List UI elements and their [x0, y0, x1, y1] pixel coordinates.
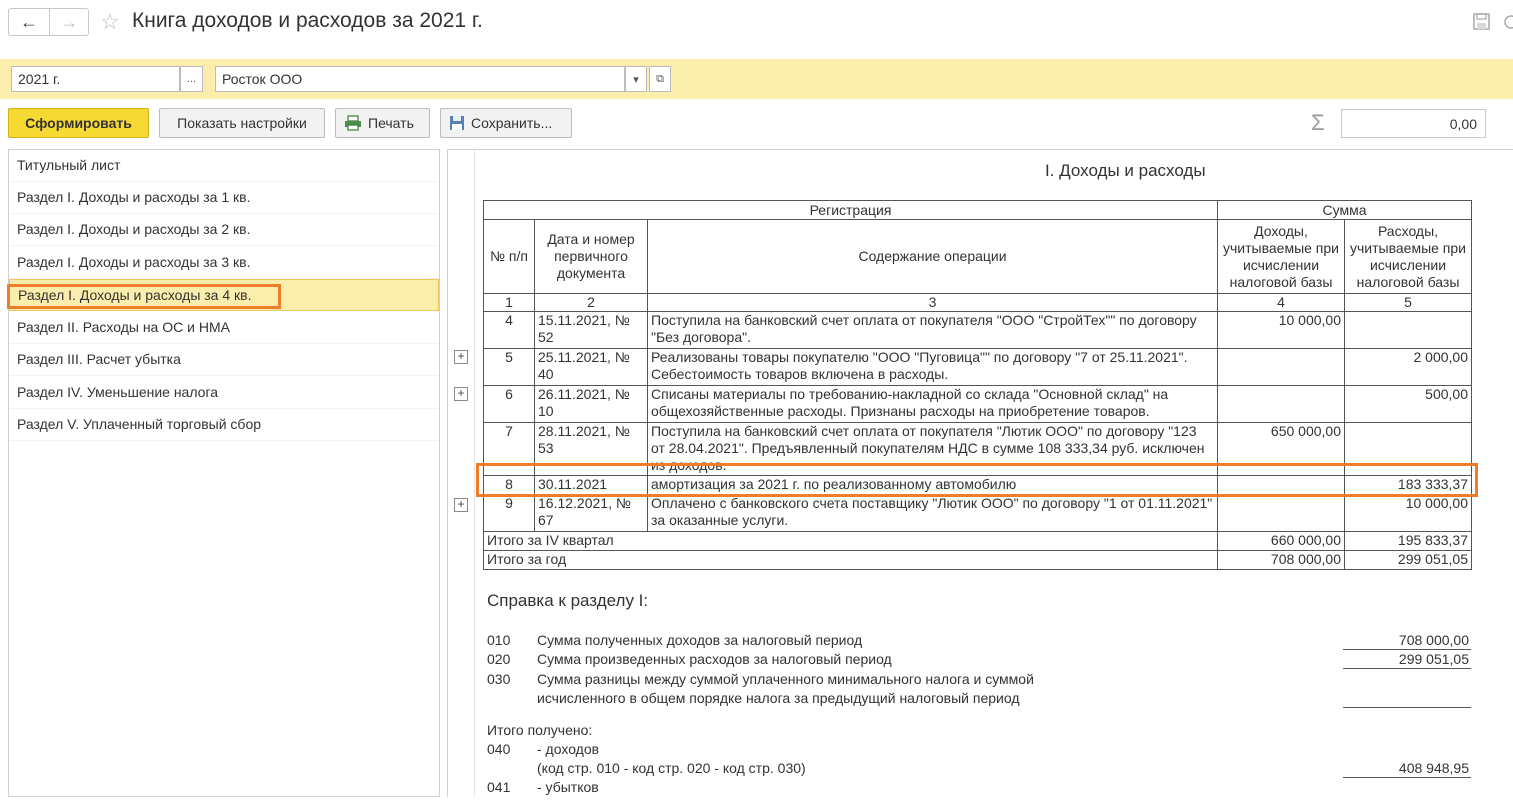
period-select-button[interactable]: ...	[180, 66, 203, 92]
row-date: 30.11.2021	[535, 476, 648, 495]
highlighted-row-box	[476, 463, 1478, 497]
ref-value-040: 408 948,95	[1343, 759, 1471, 778]
report-section-title: I. Доходы и расходы	[1045, 161, 1206, 180]
row-number: 7	[484, 423, 535, 476]
section-item-q2[interactable]: Раздел I. Доходы и расходы за 2 кв.	[9, 214, 439, 246]
expand-plus-icon[interactable]: +	[454, 498, 468, 512]
row-number: 8	[484, 476, 535, 495]
header-number: № п/п	[484, 220, 535, 294]
col-number: 2	[535, 294, 648, 312]
arrow-right-icon: →	[60, 11, 78, 32]
expand-plus-icon[interactable]: +	[454, 387, 468, 401]
ref-value-010: 708 000,00	[1343, 631, 1471, 650]
ref-text-030-cont: исчисленного в общем порядке налога за предыдущий налоговый период	[537, 690, 1020, 706]
selection-sum-field: 0,00	[1341, 109, 1486, 138]
header-content: Содержание операции	[648, 220, 1218, 294]
income-expense-table	[483, 200, 1472, 570]
generate-button[interactable]: Сформировать	[8, 108, 149, 138]
save-button[interactable]	[440, 108, 572, 138]
header-income: Доходы, учитываемые при исчислении налоговой базы	[1218, 220, 1345, 294]
section-item-q1[interactable]: Раздел I. Доходы и расходы за 1 кв.	[9, 182, 439, 214]
table-header-row	[484, 201, 1472, 220]
row-content: Списаны материалы по требованию-накладной со склада "Основной склад" на общехозяйственные расходы. Признаны расходы на приобретение товаров.	[648, 386, 1218, 423]
print-button[interactable]	[335, 108, 430, 138]
col-number: 3	[648, 294, 1218, 312]
ref-total-label: Итого получено:	[487, 722, 593, 738]
group-gutter	[449, 150, 475, 796]
ref-text-030: Сумма разницы между суммой уплаченного минимального налога и суммой	[537, 671, 1034, 687]
row-date: 16.12.2021, № 67	[535, 495, 648, 532]
ref-text-020: Сумма произведенных расходов за налоговый период	[537, 651, 892, 667]
save-label: Сохранить...	[471, 115, 553, 131]
col-number: 5	[1345, 294, 1472, 312]
ref-value-030	[1343, 689, 1471, 708]
header-sum: Сумма	[1218, 201, 1472, 220]
back-button[interactable]	[8, 8, 50, 36]
page-title: Книга доходов и расходов за 2021 г.	[132, 9, 483, 32]
row-date: 26.11.2021, № 10	[535, 386, 648, 423]
period-field[interactable]: 2021 г.	[11, 66, 180, 92]
filter-bar	[0, 59, 1513, 99]
total-label: Итого за IV квартал	[484, 532, 1218, 551]
selected-section-highlight	[7, 284, 281, 309]
section-item-q4[interactable]: Раздел I. Доходы и расходы за 4 кв.	[9, 279, 439, 311]
total-expense: 195 833,37	[1345, 532, 1472, 551]
section-item-trade-fee[interactable]: Раздел V. Уплаченный торговый сбор	[9, 409, 439, 441]
total-row-year	[484, 551, 1472, 570]
row-date: 28.11.2021, № 53	[535, 423, 648, 476]
row-income	[1218, 349, 1345, 386]
organization-field[interactable]: Росток ООО	[215, 66, 625, 92]
row-number: 6	[484, 386, 535, 423]
ref-note-040: (код стр. 010 - код стр. 020 - код стр. 030)	[537, 760, 806, 776]
col-number: 1	[484, 294, 535, 312]
ref-text-040: - доходов	[537, 741, 600, 757]
expand-plus-icon[interactable]: +	[454, 350, 468, 364]
row-content: Поступила на банковский счет оплата от покупателя "ООО "СтройТех"" по договору "Без договора".	[648, 312, 1218, 349]
section-item-title-page[interactable]: Титульный лист	[9, 150, 439, 182]
show-settings-button[interactable]: Показать настройки	[159, 108, 325, 138]
row-expense: 500,00	[1345, 386, 1472, 423]
row-date: 15.11.2021, № 52	[535, 312, 648, 349]
row-income: 650 000,00	[1218, 423, 1345, 476]
row-income: 10 000,00	[1218, 312, 1345, 349]
column-numbers-row	[484, 294, 1472, 312]
row-expense	[1345, 312, 1472, 349]
row-number: 9	[484, 495, 535, 532]
total-income: 708 000,00	[1218, 551, 1345, 570]
section-item-fixed-assets[interactable]: Раздел II. Расходы на ОС и НМА	[9, 312, 439, 344]
row-income	[1218, 495, 1345, 532]
ref-text-010: Сумма полученных доходов за налоговый период	[537, 632, 863, 648]
row-number: 5	[484, 349, 535, 386]
row-expense: 10 000,00	[1345, 495, 1472, 532]
table-row[interactable]	[484, 386, 1472, 423]
header-expense: Расходы, учитываемые при исчислении налоговой базы	[1345, 220, 1472, 294]
save-disk-icon[interactable]	[1472, 12, 1492, 32]
row-expense: 183 333,37	[1345, 476, 1472, 495]
total-expense: 299 051,05	[1345, 551, 1472, 570]
title-bar	[0, 0, 1513, 48]
table-header-row	[484, 220, 1472, 294]
row-content: Поступила на банковский счет оплата от покупателя "Лютик ООО" по договору "123 от 28.04.2021". Предъявленный покупателям НДС в сумме 108 333,34 руб. исключен из доходов.	[648, 423, 1218, 476]
row-expense: 2 000,00	[1345, 349, 1472, 386]
col-number: 4	[1218, 294, 1345, 312]
table-row[interactable]	[484, 349, 1472, 386]
ref-code-041: 041	[487, 779, 511, 795]
favorite-star-icon[interactable]: ☆	[100, 9, 120, 34]
row-content: Оплачено с банковского счета поставщику "Лютик ООО" по договору "1 от 01.11.2021" за оказанные услуги.	[648, 495, 1218, 532]
print-label: Печать	[368, 115, 414, 131]
section-item-tax-reduction[interactable]: Раздел IV. Уменьшение налога	[9, 377, 439, 409]
row-content: амортизация за 2021 г. по реализованному автомобилю	[648, 476, 1218, 495]
row-date: 25.11.2021, № 40	[535, 349, 648, 386]
row-number: 4	[484, 312, 535, 349]
ref-value-020: 299 051,05	[1343, 650, 1471, 669]
table-row[interactable]	[484, 312, 1472, 349]
row-income	[1218, 386, 1345, 423]
total-income: 660 000,00	[1218, 532, 1345, 551]
total-label: Итого за год	[484, 551, 1218, 570]
ref-code-020: 020	[487, 651, 511, 667]
ref-code-030: 030	[487, 671, 511, 687]
open-organization-icon[interactable]: ⧉	[649, 66, 671, 92]
floppy-disk-icon	[449, 115, 465, 131]
header-registration: Регистрация	[484, 201, 1218, 220]
more-options-icon[interactable]	[1503, 12, 1513, 32]
arrow-left-icon: ←	[20, 11, 38, 32]
header-date-doc: Дата и номер первичного документа	[535, 220, 648, 294]
total-row-quarter	[484, 532, 1472, 551]
section-item-loss-calc[interactable]: Раздел III. Расчет убытка	[9, 344, 439, 376]
reference-title: Справка к разделу I:	[487, 591, 649, 610]
forward-button[interactable]	[49, 8, 89, 36]
section-item-q3[interactable]: Раздел I. Доходы и расходы за 3 кв.	[9, 247, 439, 279]
row-content: Реализованы товары покупателю "ООО "Пуговица"" по договору "7 от 25.11.2021". Себестоимость товаров включена в расходы.	[648, 349, 1218, 386]
printer-icon	[344, 115, 362, 131]
sections-list	[8, 149, 440, 797]
ref-code-040: 040	[487, 741, 511, 757]
sigma-icon: Σ	[1311, 110, 1325, 135]
ref-code-010: 010	[487, 632, 511, 648]
dropdown-arrow-icon[interactable]: ▾	[625, 66, 647, 92]
table-row[interactable]	[484, 495, 1472, 532]
ref-text-041: - убытков	[537, 779, 599, 795]
